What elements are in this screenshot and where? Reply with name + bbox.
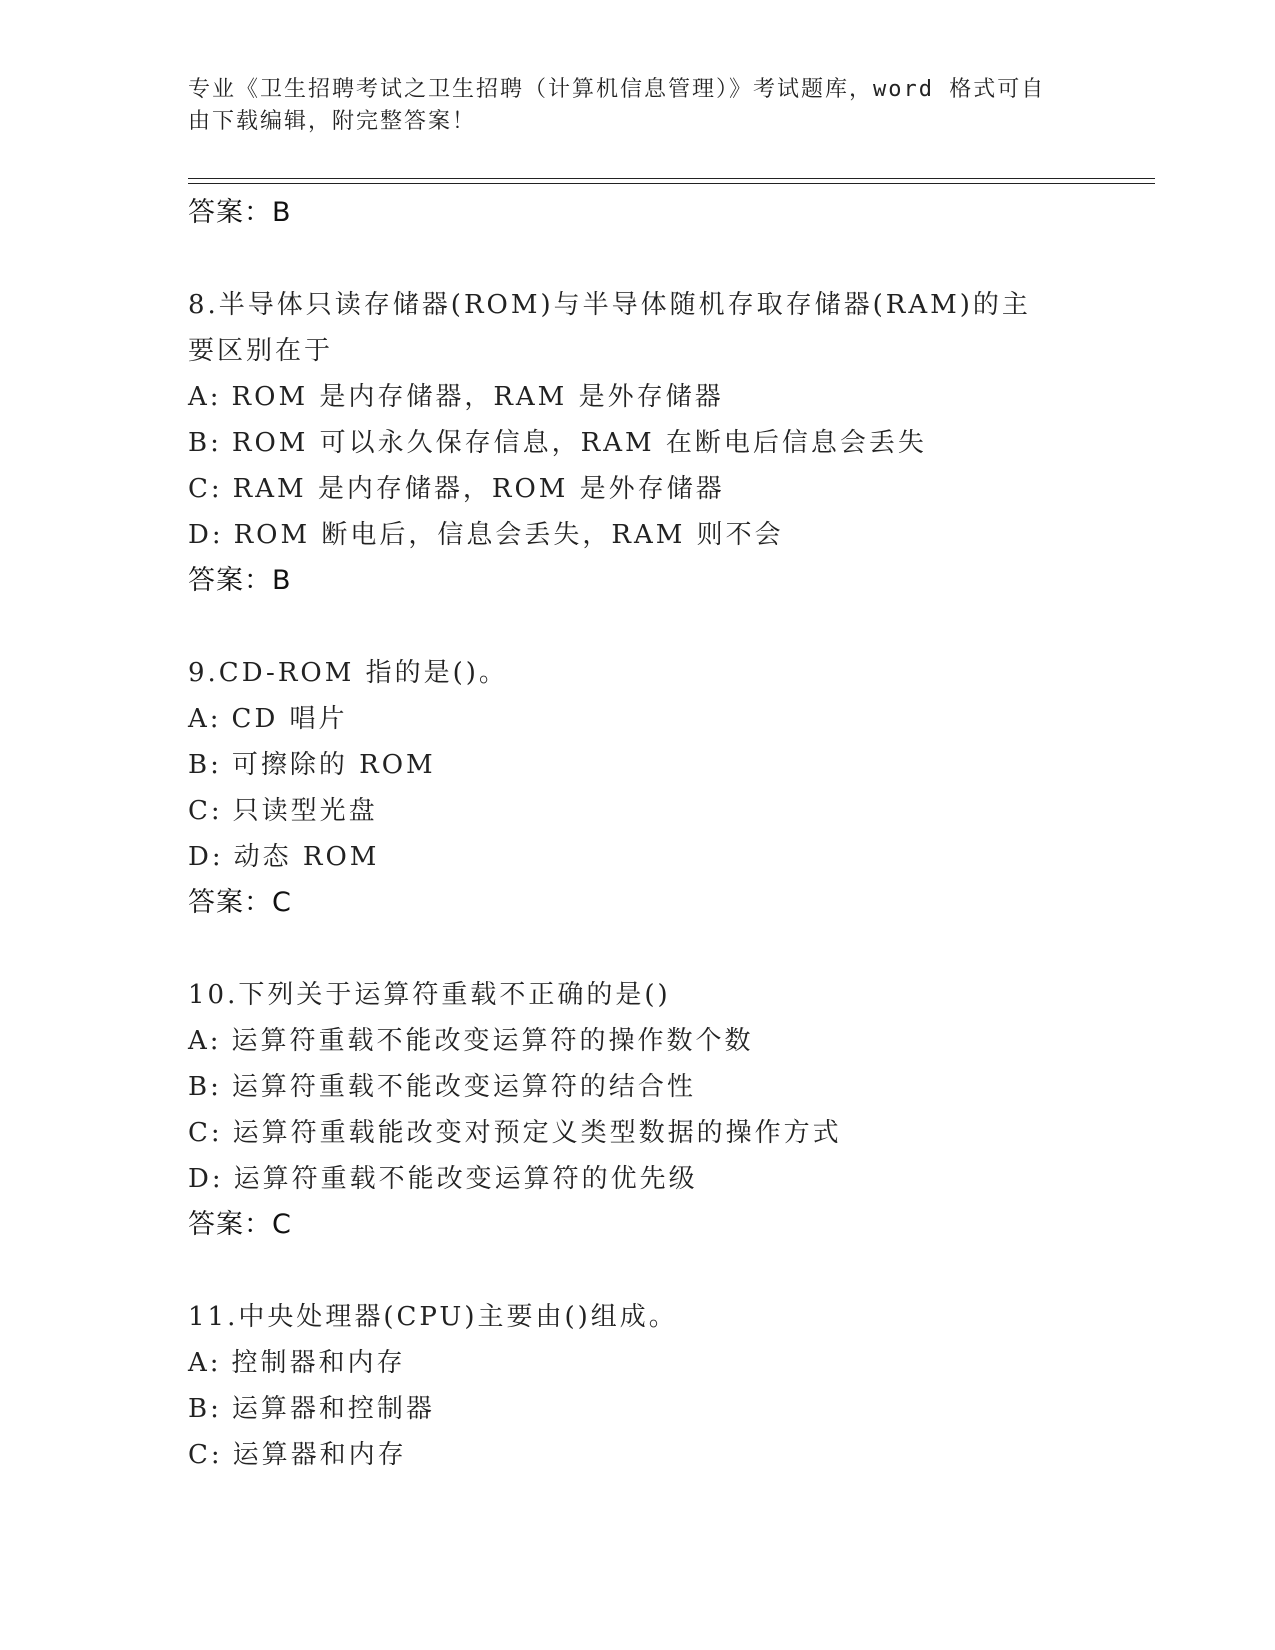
option-letter: B:	[188, 428, 222, 458]
option-text: ROM 可以永久保存信息，RAM 在断电后信息会丢失	[231, 428, 927, 458]
option-item	[188, 1156, 1088, 1202]
option-letter: B:	[188, 1072, 222, 1102]
question-block	[188, 282, 1088, 604]
option-letter: A:	[188, 382, 222, 412]
header-rule-top	[188, 178, 1155, 179]
question-stem: 9.CD-ROM 指的是()。	[188, 658, 508, 688]
question-block	[188, 650, 1088, 926]
option-item	[188, 1110, 1088, 1156]
option-text: ROM 断电后，信息会丢失，RAM 则不会	[233, 520, 784, 550]
option-item	[188, 788, 1088, 834]
option-text: 动态 ROM	[233, 842, 380, 872]
answer-line: 答案：B	[188, 565, 292, 596]
option-letter: A:	[188, 704, 222, 734]
spacer	[188, 1248, 1088, 1294]
question-block	[188, 1294, 1088, 1478]
option-letter: C:	[188, 474, 223, 504]
option-text: 运算器和内存	[232, 1440, 407, 1470]
option-letter: B:	[188, 750, 222, 780]
option-letter: C:	[188, 1440, 223, 1470]
option-letter: A:	[188, 1026, 222, 1056]
option-text: 运算符重载不能改变运算符的优先级	[233, 1164, 698, 1194]
answer-line: 答案：C	[188, 887, 292, 918]
option-item	[188, 742, 1088, 788]
option-text: CD 唱片	[231, 704, 348, 734]
option-letter: C:	[188, 1118, 223, 1148]
document-header	[188, 74, 1088, 138]
spacer	[188, 604, 1088, 650]
answer-line: 答案：B	[188, 197, 292, 228]
question-stem: 10.下列关于运算符重载不正确的是()	[188, 980, 671, 1010]
option-text: 控制器和内存	[231, 1348, 406, 1378]
option-item	[188, 374, 1088, 420]
option-letter: D:	[188, 520, 224, 550]
option-item	[188, 466, 1088, 512]
option-item	[188, 834, 1088, 880]
option-text: ROM 是内存储器，RAM 是外存储器	[231, 382, 724, 412]
question-stem: 11.中央处理器(CPU)主要由()组成。	[188, 1302, 678, 1332]
option-letter: A:	[188, 1348, 222, 1378]
question-block	[188, 972, 1088, 1248]
header-line-2: 由下载编辑，附完整答案！	[188, 109, 477, 134]
option-item	[188, 1064, 1088, 1110]
header-line-1: 专业《卫生招聘考试之卫生招聘（计算机信息管理）》考试题库，word 格式可自	[188, 77, 1046, 102]
option-text: 可擦除的 ROM	[231, 750, 436, 780]
header-rule-bottom	[188, 183, 1155, 184]
option-text: 运算符重载不能改变运算符的操作数个数	[231, 1026, 754, 1056]
option-item	[188, 512, 1088, 558]
option-text: 运算符重载能改变对预定义类型数据的操作方式	[232, 1118, 842, 1148]
option-item	[188, 1386, 1088, 1432]
option-text: 只读型光盘	[232, 796, 378, 826]
option-letter: B:	[188, 1394, 222, 1424]
question-stem: 8.半导体只读存储器(ROM)与半导体随机存取存储器(RAM)的主要区别在于	[188, 290, 1031, 366]
spacer	[188, 236, 1088, 282]
option-letter: D:	[188, 842, 224, 872]
option-item	[188, 1018, 1088, 1064]
spacer	[188, 926, 1088, 972]
option-item	[188, 696, 1088, 742]
option-item	[188, 420, 1088, 466]
question-list	[188, 190, 1088, 1478]
option-item	[188, 1432, 1088, 1478]
option-text: 运算符重载不能改变运算符的结合性	[231, 1072, 696, 1102]
option-letter: C:	[188, 796, 223, 826]
option-letter: D:	[188, 1164, 224, 1194]
option-text: RAM 是内存储器，ROM 是外存储器	[232, 474, 725, 504]
option-item	[188, 1340, 1088, 1386]
option-text: 运算器和控制器	[231, 1394, 435, 1424]
answer-line: 答案：C	[188, 1209, 292, 1240]
